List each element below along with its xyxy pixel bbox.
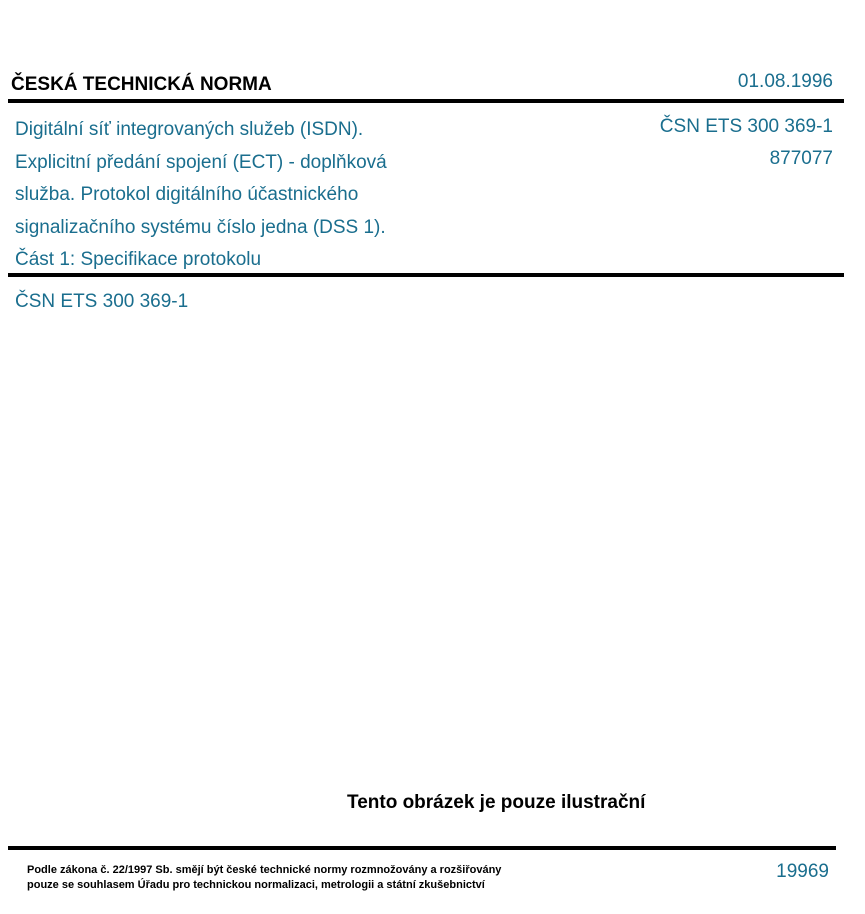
illustration-note: Tento obrázek je pouze ilustrační: [347, 792, 646, 813]
legal-notice-line: pouze se souhlasem Úřadu pro technickou normalizaci, metrologii a státní zkušebnictví: [27, 879, 485, 891]
top-divider: [8, 99, 844, 103]
standard-title-line: Digitální síť integrovaných služeb (ISDN).: [15, 119, 364, 140]
standard-title-line: služba. Protokol digitálního účastnického: [15, 184, 359, 205]
norm-label: ČESKÁ TECHNICKÁ NORMA: [11, 74, 272, 95]
standard-title-line: Explicitní předání spojení (ECT) - doplňková: [15, 151, 387, 173]
legal-notice: [27, 863, 501, 893]
bottom-divider: [8, 846, 836, 850]
middle-divider: [8, 273, 844, 277]
standard-title: [15, 114, 387, 277]
standard-title-line: signalizačního systému číslo jedna (DSS 1).: [15, 216, 386, 238]
standard-title-line: Část 1: Specifikace protokolu: [15, 249, 262, 270]
legal-notice-line: Podle zákona č. 22/1997 Sb. smějí být české technické normy rozmnožovány a rozšiřovány: [27, 864, 502, 876]
standard-code-repeat: ČSN ETS 300 369-1: [15, 291, 189, 312]
catalog-number: 877077: [769, 148, 833, 169]
publication-date: 01.08.1996: [737, 71, 833, 92]
document-number: 19969: [776, 861, 829, 882]
standard-code: ČSN ETS 300 369-1: [659, 116, 833, 137]
